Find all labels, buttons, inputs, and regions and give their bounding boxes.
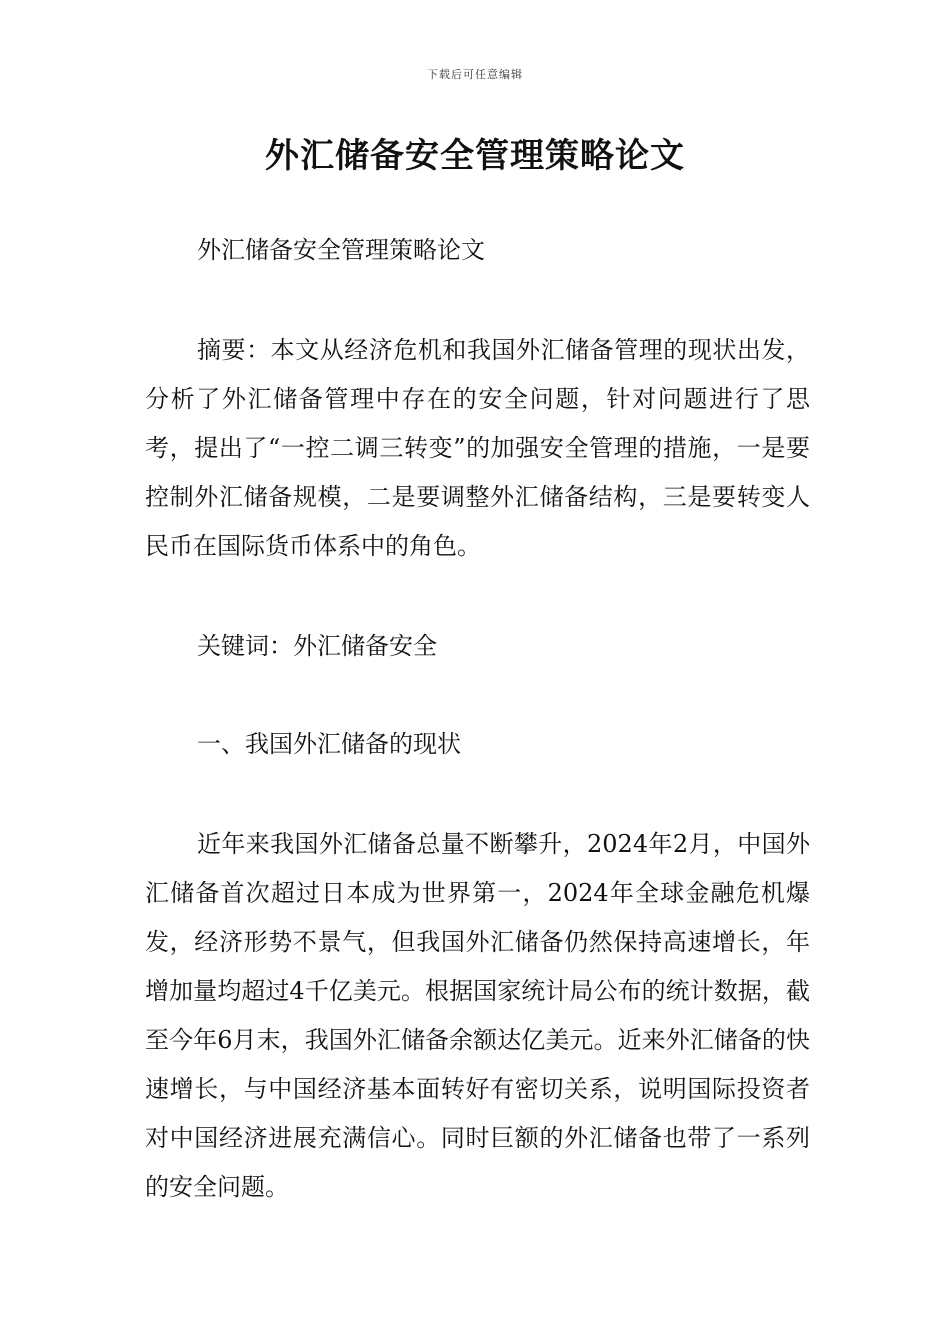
keywords-line: 关键词：外汇储备安全 <box>197 632 437 660</box>
document-title: 外汇储备安全管理策略论文 <box>265 136 685 176</box>
abstract-paragraph: 摘要：本文从经济危机和我国外汇储备管理的现状出发，分析了外汇储备管理中存在的安全问题，针对问题进行了思考，提出了“一控二调三转变”的加强安全管理的措施，一是要控制外汇储备规模，二是要调整外汇储备结构，三是要转变人民币在国际货币体系中的角色。 <box>145 336 810 560</box>
body-paragraph: 近年来我国外汇储备总量不断攀升，2024年2月，中国外汇储备首次超过日本成为世界第一，2024年全球金融危机爆发，经济形势不景气，但我国外汇储备仍然保持高速增长，年增加量均超过4千亿美元。根据国家统计局公布的统计数据，截至今年6月末，我国外汇储备余额达亿美元。近来外汇储备的快速增长，与中国经济基本面转好有密切关系，说明国际投资者对中国经济进展充满信心。同时巨额的外汇储备也带了一系列的安全问题。 <box>145 830 810 1201</box>
section-heading: 一、我国外汇储备的现状 <box>197 730 461 758</box>
header-note: 下载后可任意编辑 <box>427 68 523 81</box>
document-subtitle: 外汇储备安全管理策略论文 <box>197 236 485 264</box>
